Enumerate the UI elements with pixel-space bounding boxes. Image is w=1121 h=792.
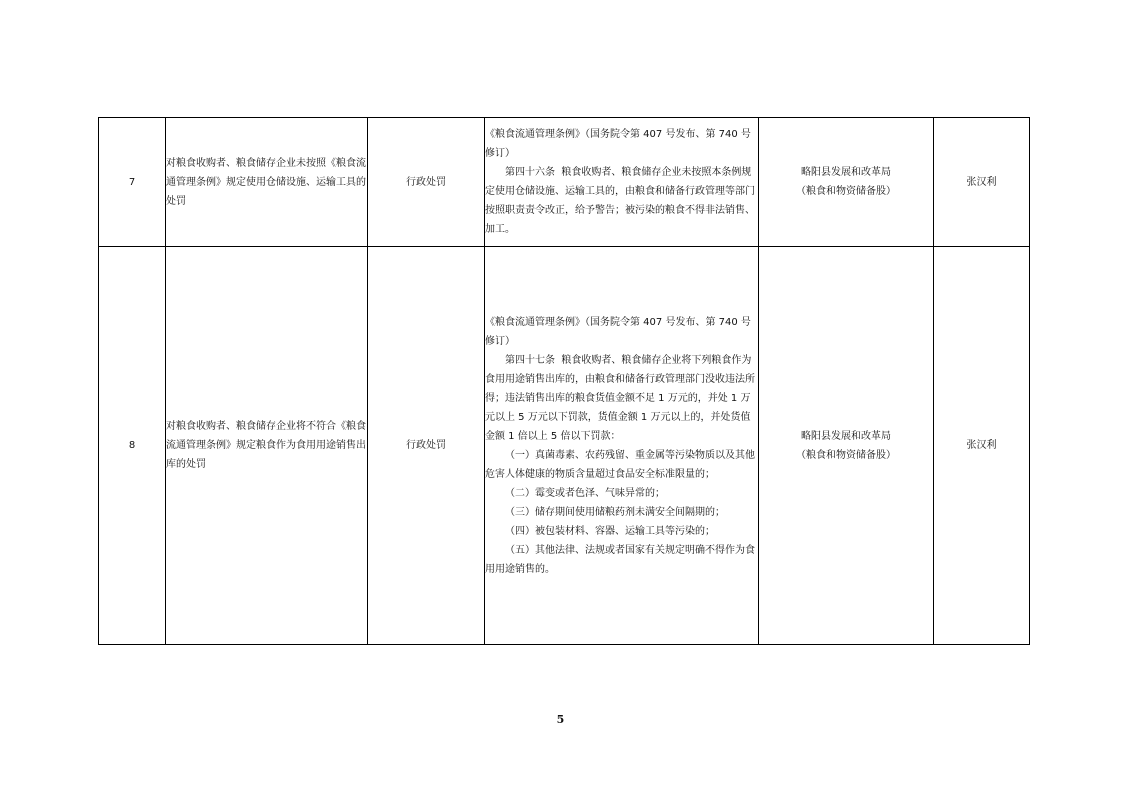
item-category-cell: 行政处罚 [368,247,485,645]
item-name-cell: 对粮食收购者、粮食储存企业将不符合《粮食流通管理条例》规定粮食作为食用用途销售出库的处罚 [166,247,368,645]
legal-basis-line: 第四十六条 粮食收购者、粮食储存企业未按照本条例规定使用仓储设施、运输工具的，由粮食和储备行政管理等部门按照职责责令改正，给予警告；被污染的粮食不得非法销售、加工。 [485,167,755,235]
department-name: 略阳县发展和改革局 [801,430,891,442]
responsible-person-cell: 张汉利 [934,118,1030,247]
item-number-cell: 8 [99,247,166,645]
legal-basis-cell [485,118,759,247]
department-cell [759,247,934,645]
table-row [99,118,1030,247]
penalty-items-table [98,117,1030,645]
item-name-cell: 对粮食收购者、粮食储存企业未按照《粮食流通管理条例》规定使用仓储设施、运输工具的处罚 [166,118,368,247]
legal-basis-line: （五）其他法律、法规或者国家有关规定明确不得作为食用用途销售的。 [485,544,755,575]
department-name: 略阳县发展和改革局 [801,167,891,178]
legal-basis-line: （二）霉变或者色泽、气味异常的； [505,487,665,499]
legal-basis-line: 第四十七条 粮食收购者、粮食储存企业将下列粮食作为食用用途销售出库的，由粮食和储备行政管理部门没收违法所得；违法销售出库的粮食货值金额不足 1 万元的，并处 1 万元以上 5 万元以下罚款，货值金额 1 万元以上的，并处货值金额 1 倍以上 5 倍以下罚款： [485,354,755,442]
department-section: （粮食和物资储备股） [796,186,896,197]
legal-basis-cell [485,247,759,645]
legal-basis-line: 《粮食流通管理条例》（国务院令第 407 号发布、第 740 号修订） [485,316,751,347]
item-category-cell: 行政处罚 [368,118,485,247]
responsible-person-cell: 张汉利 [934,247,1030,645]
department-section: （粮食和物资储备股） [796,449,896,461]
legal-basis-line: （四）被包装材料、容器、运输工具等污染的； [505,525,715,537]
department-cell [759,118,934,247]
legal-basis-line: （一）真菌毒素、农药残留、重金属等污染物质以及其他危害人体健康的物质含量超过食品安全标准限量的； [485,449,755,480]
document-table-container [98,117,1029,645]
legal-basis-line: （三）储存期间使用储粮药剂未满安全间隔期的； [505,506,725,518]
legal-basis-line: 《粮食流通管理条例》（国务院令第 407 号发布、第 740 号修订） [485,129,751,159]
table-row [99,247,1030,645]
item-number-cell: 7 [99,118,166,247]
page-number: 5 [556,713,565,726]
